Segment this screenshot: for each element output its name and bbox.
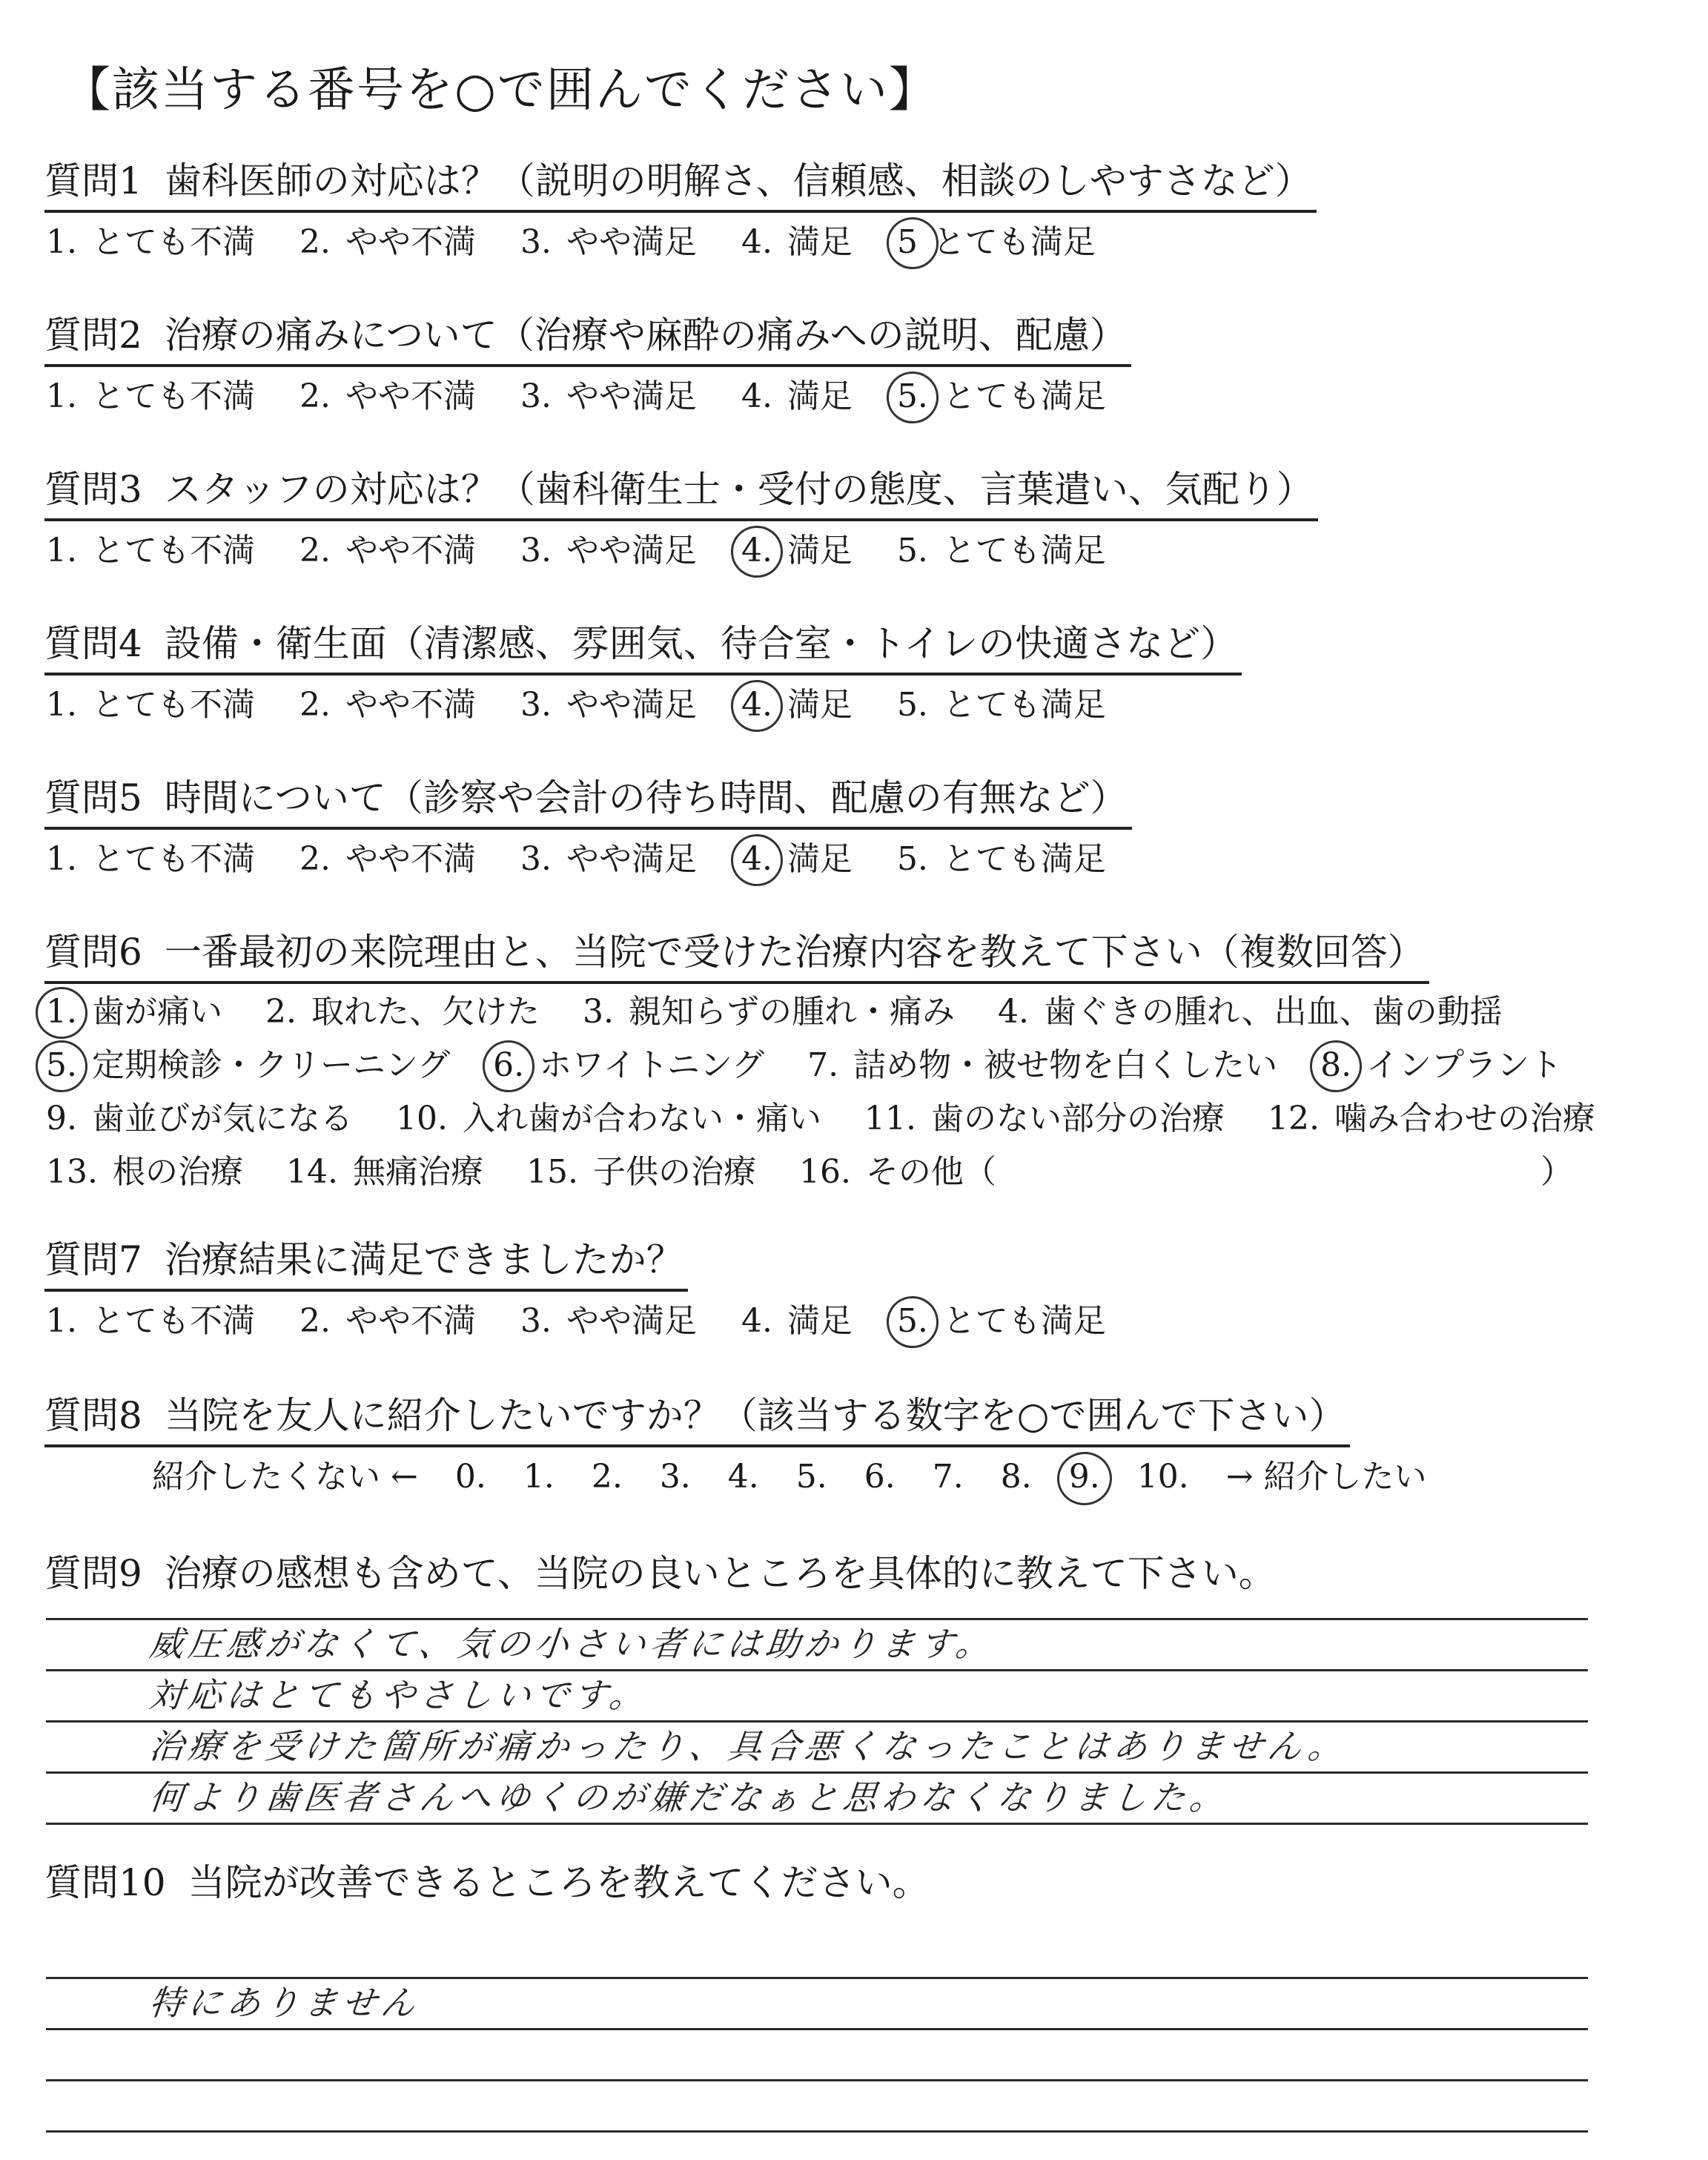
question-8 <box>44 1387 1454 1504</box>
question-text: 歯科医師の対応は？（説明の明解さ、信頼感、相談のしやすさなど） <box>164 159 1312 202</box>
handwritten-answer: 治療を受けた箇所が痛かったり、具合悪くなったことはありません。 <box>147 1726 1349 1766</box>
question-label: 質問3 <box>44 468 142 511</box>
answer-line <box>46 1620 1588 1671</box>
question-text: 治療の痛みについて（治療や麻酔の痛みへの説明、配慮） <box>164 314 1127 357</box>
option-5[interactable]: 5. とても満足 <box>896 840 1106 878</box>
option-3[interactable]: 3. やや満足 <box>520 840 697 878</box>
scale-7[interactable]: 7. <box>932 1458 964 1496</box>
question-label: 質問7 <box>44 1238 142 1281</box>
option-1[interactable]: 1. とても不満 <box>46 840 255 878</box>
option-5-circled[interactable]: 5. とても満足 <box>897 1295 1106 1348</box>
option-14[interactable]: 14. 無痛治療 <box>285 1153 483 1191</box>
option-4[interactable]: 4. 満足 <box>741 377 853 415</box>
option-3[interactable]: 3. やや満足 <box>520 532 697 569</box>
option-9[interactable]: 9. 歯並びが気になる <box>46 1100 353 1137</box>
option-1[interactable]: 1. とても不満 <box>46 1302 255 1340</box>
answer-line <box>46 2030 1588 2081</box>
question-text: 治療の感想も含めて、当院の良いところを具体的に教えて下さい。 <box>164 1552 1276 1595</box>
question-2 <box>44 306 1140 423</box>
recommend-scale <box>44 1450 1454 1504</box>
answer-options <box>44 833 1140 886</box>
option-2[interactable]: 2. やや不満 <box>299 377 476 415</box>
answer-line <box>46 1569 1588 1620</box>
handwritten-answer: 威圧感がなくて、気の小さい者には助かります。 <box>147 1624 996 1664</box>
question-4 <box>44 615 1242 732</box>
option-8-circled[interactable]: 8. インプラント <box>1320 1039 1562 1092</box>
option-3[interactable]: 3. 親知らずの腫れ・痛み <box>582 993 955 1031</box>
option-2[interactable]: 2. やや不満 <box>299 686 476 724</box>
treatment-options <box>44 985 1628 1199</box>
handwritten-answer: 対応はとてもやさしいです。 <box>147 1675 650 1715</box>
question-label: 質問4 <box>44 622 142 665</box>
question-5 <box>44 769 1140 886</box>
option-3[interactable]: 3. やや満足 <box>520 223 697 261</box>
question-label: 質問1 <box>44 159 142 202</box>
option-5[interactable]: 5. とても満足 <box>896 532 1106 569</box>
scale-9-circled[interactable]: 9. <box>1069 1450 1100 1504</box>
question-text: 当院が改善できるところを教えてください。 <box>188 1861 930 1904</box>
answer-options <box>44 370 1140 423</box>
option-4[interactable]: 4. 満足 <box>741 223 853 261</box>
answer-line <box>46 1723 1588 1774</box>
question-1 <box>44 152 1317 269</box>
question-8-title <box>44 1387 1350 1447</box>
option-5-circled[interactable]: 5. 定期検診・クリーニング <box>46 1039 450 1092</box>
scale-10[interactable]: 10. <box>1136 1458 1189 1496</box>
option-1[interactable]: 1. とても不満 <box>46 532 255 569</box>
question-4-title <box>44 615 1242 676</box>
option-10[interactable]: 10. 入れ歯が合わない・痛い <box>395 1100 821 1137</box>
question-7-title <box>44 1231 688 1292</box>
handwritten-answer: 特にありません <box>147 1983 422 2023</box>
option-3[interactable]: 3. やや満足 <box>520 1302 697 1340</box>
option-12[interactable]: 12. 噛み合わせの治療 <box>1267 1100 1595 1137</box>
option-15[interactable]: 15. 子供の治療 <box>526 1153 756 1191</box>
page-title: 【該当する番号を○で囲んでください】 <box>63 63 938 118</box>
question-6-title <box>44 923 1429 984</box>
question-5-title <box>44 769 1132 830</box>
question-text: 設備・衛生面（清潔感、雰囲気、待合室・トイレの快適さなど） <box>164 622 1238 665</box>
option-2[interactable]: 2. やや不満 <box>299 223 476 261</box>
other-close-bracket: ） <box>1540 1153 1573 1191</box>
question-text: スタッフの対応は？（歯科衛生士・受付の態度、言葉遣い、気配り） <box>164 468 1314 511</box>
scale-5[interactable]: 5. <box>795 1458 827 1496</box>
question-label: 質問10 <box>44 1861 166 1904</box>
question-text: 一番最初の来院理由と、当院で受けた治療内容を教えて下さい（複数回答） <box>164 931 1425 974</box>
question-label: 質問8 <box>44 1394 142 1437</box>
answer-line <box>46 1928 1588 1979</box>
question-2-title <box>44 306 1131 367</box>
option-1[interactable]: 1. とても不満 <box>46 377 255 415</box>
answer-line <box>46 2081 1588 2133</box>
option-1[interactable]: 1. とても不満 <box>46 223 255 261</box>
question-10-title <box>44 1854 934 1912</box>
answer-options <box>44 216 1317 269</box>
question-label: 質問5 <box>44 776 142 819</box>
option-16[interactable]: 16. その他（ <box>798 1153 996 1191</box>
question-text: 時間について（診察や会計の待ち時間、配慮の有無など） <box>164 776 1128 819</box>
q10-answer-area[interactable] <box>46 1928 1588 2133</box>
scale-1[interactable]: 1. <box>523 1458 555 1496</box>
question-text: 治療結果に満足できましたか？ <box>164 1238 683 1281</box>
scale-6[interactable]: 6. <box>864 1458 896 1496</box>
option-2[interactable]: 2. 取れた、欠けた <box>265 993 540 1031</box>
option-5-circled[interactable]: 5. とても満足 <box>897 370 1106 423</box>
answer-options <box>44 678 1242 732</box>
option-4-circled[interactable]: 4. 満足 <box>741 524 853 578</box>
question-7 <box>44 1231 1140 1348</box>
option-11[interactable]: 11. 歯のない部分の治療 <box>864 1100 1225 1137</box>
option-2[interactable]: 2. やや不満 <box>299 840 476 878</box>
scale-left-label: 紹介したくない ← <box>152 1458 418 1496</box>
question-6 <box>44 923 1628 1199</box>
question-text: 当院を友人に紹介したいですか？（該当する数字を○で囲んで下さい） <box>164 1394 1346 1437</box>
option-1-circled[interactable]: 1. 歯が痛い <box>46 985 222 1039</box>
scale-8[interactable]: 8. <box>1000 1458 1032 1496</box>
scale-4[interactable]: 4. <box>727 1458 759 1496</box>
answer-line <box>46 1979 1588 2030</box>
question-10 <box>44 1854 934 1912</box>
option-4-circled[interactable]: 4. 満足 <box>741 678 853 732</box>
option-2[interactable]: 2. やや不満 <box>299 532 476 569</box>
answer-options <box>44 524 1318 578</box>
handwritten-answer: 何より歯医者さんへゆくのが嫌だなぁと思わなくなりました。 <box>147 1777 1231 1817</box>
answer-line <box>46 1671 1588 1723</box>
option-3[interactable]: 3. やや満足 <box>520 377 697 415</box>
scale-3[interactable]: 3. <box>659 1458 691 1496</box>
option-4-circled[interactable]: 4. 満足 <box>741 833 853 886</box>
option-13[interactable]: 13. 根の治療 <box>46 1153 243 1191</box>
q9-answer-area[interactable] <box>46 1569 1588 1825</box>
scale-0[interactable]: 0. <box>454 1458 486 1496</box>
option-7[interactable]: 7. 詰め物・被せ物を白くしたい <box>807 1046 1278 1084</box>
question-label: 質問9 <box>44 1552 142 1595</box>
question-3 <box>44 460 1318 578</box>
option-3[interactable]: 3. やや満足 <box>520 686 697 724</box>
option-5[interactable]: 5. とても満足 <box>896 686 1106 724</box>
option-6-circled[interactable]: 6. ホワイトニング <box>493 1039 764 1092</box>
scale-right-label: → 紹介したい <box>1225 1458 1427 1496</box>
option-4[interactable]: 4. 歯ぐきの腫れ、出血、歯の動揺 <box>997 993 1503 1031</box>
question-label: 質問2 <box>44 314 142 357</box>
option-2[interactable]: 2. やや不満 <box>299 1302 476 1340</box>
option-1[interactable]: 1. とても不満 <box>46 686 255 724</box>
question-1-title <box>44 152 1317 213</box>
answer-options <box>44 1295 1140 1348</box>
question-label: 質問6 <box>44 931 142 974</box>
option-5-circled[interactable]: 5 とても満足 <box>897 216 1096 269</box>
question-3-title <box>44 460 1318 521</box>
answer-line <box>46 1774 1588 1825</box>
scale-2[interactable]: 2. <box>591 1458 623 1496</box>
option-4[interactable]: 4. 満足 <box>741 1302 853 1340</box>
